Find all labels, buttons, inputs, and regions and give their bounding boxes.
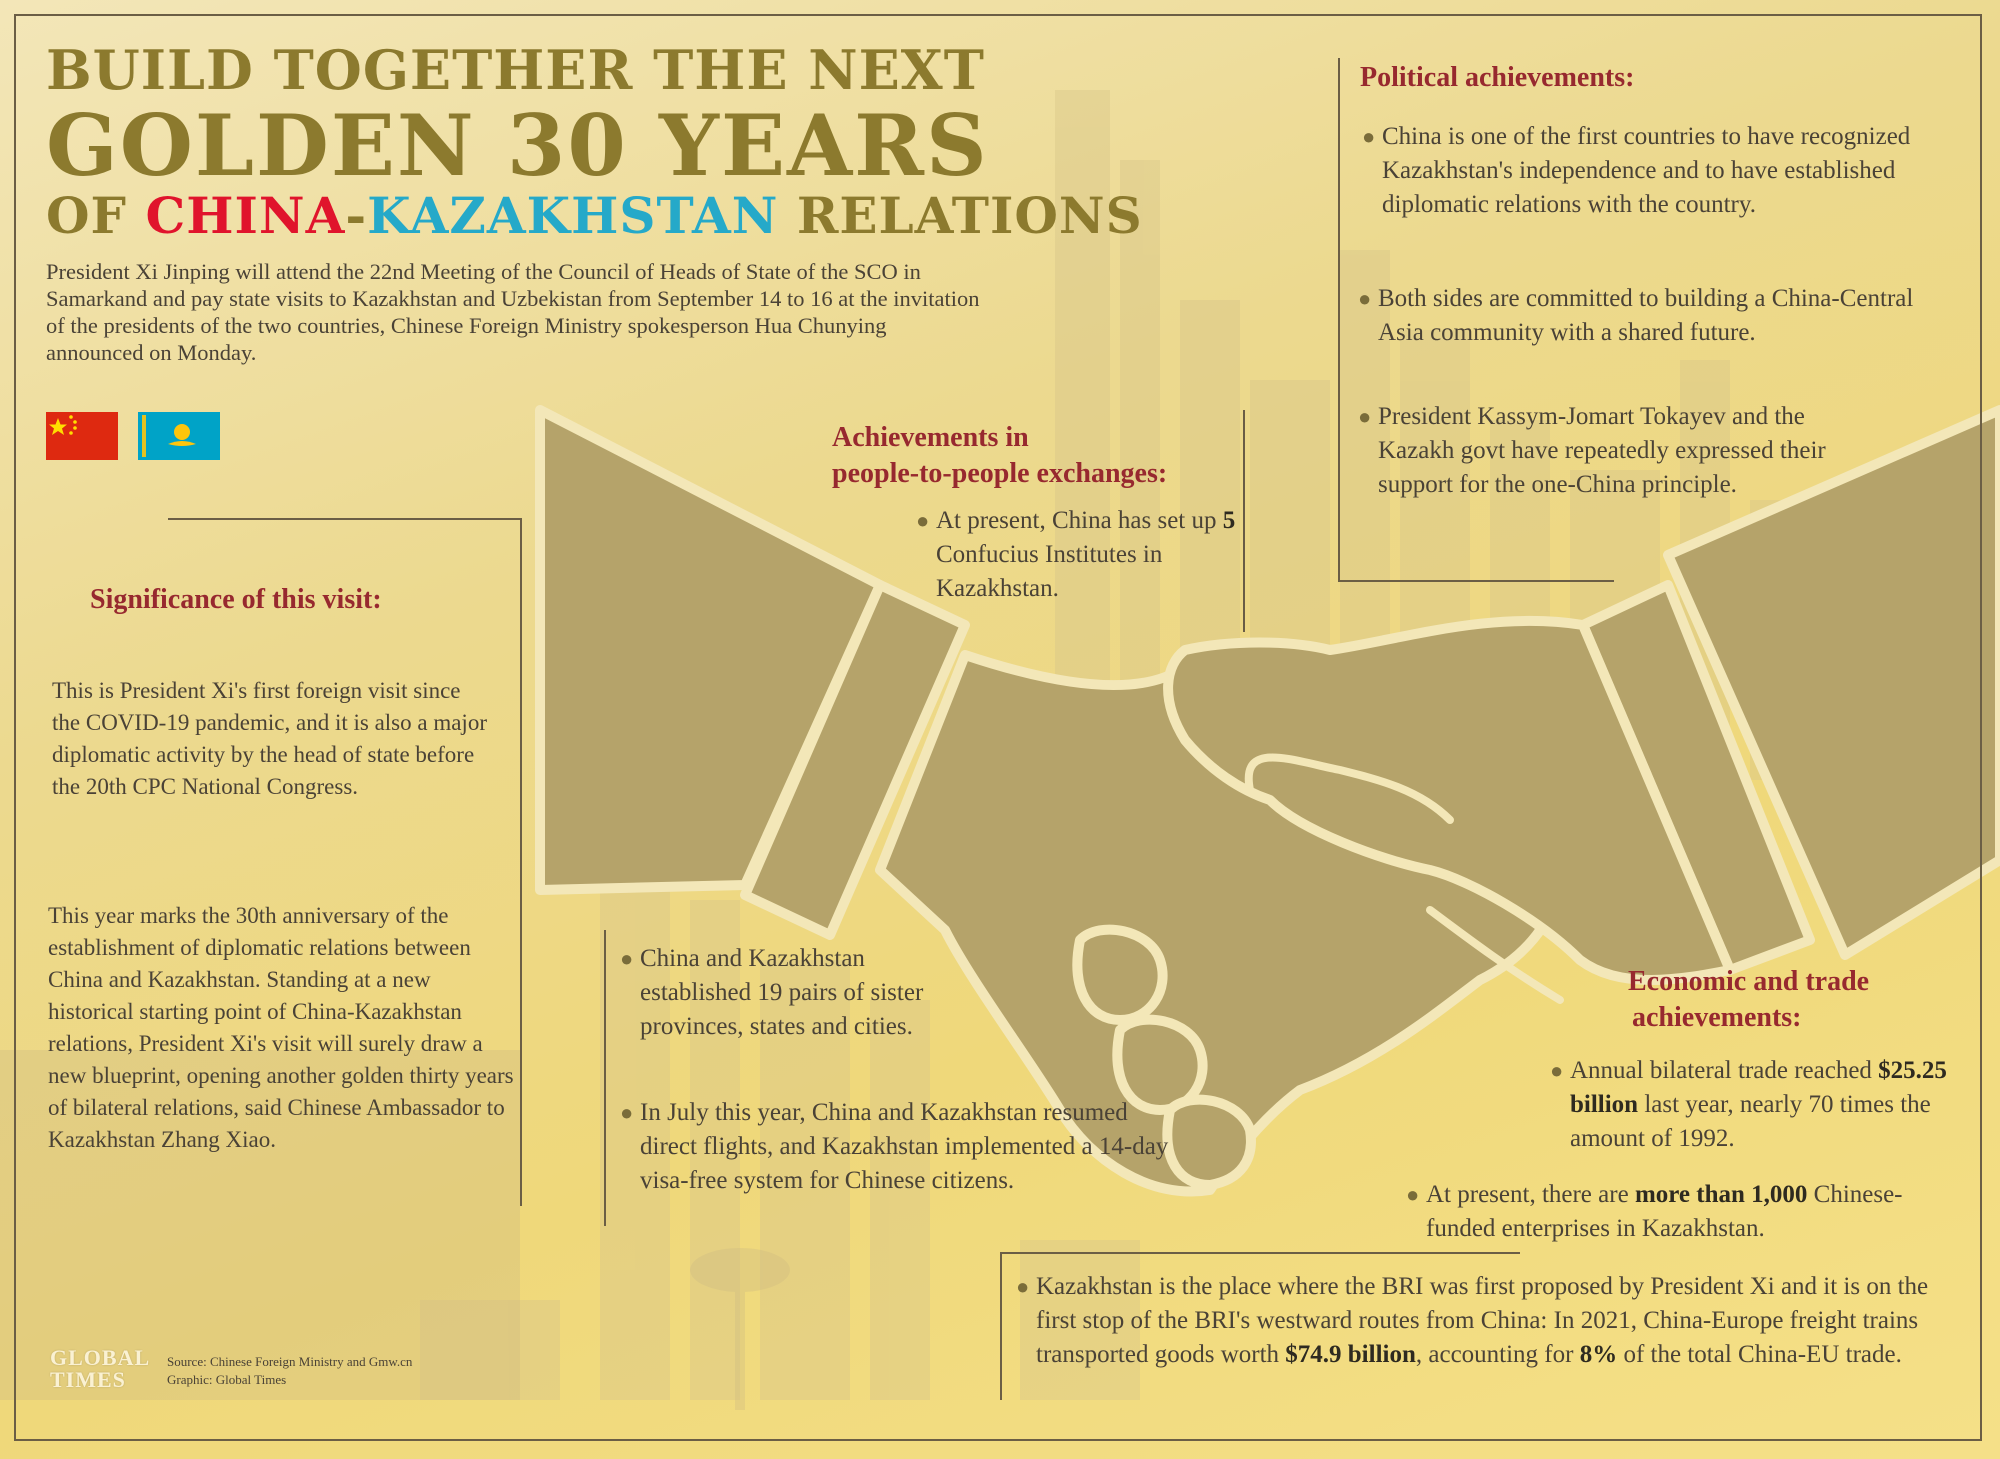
bullet-text: of the total China-EU trade. bbox=[1617, 1341, 1902, 1368]
bullet-text: last year, nearly 70 times the amount of 1992. bbox=[1570, 1091, 1931, 1152]
source-text: Source: Chinese Foreign Ministry and Gmw.cn bbox=[167, 1354, 413, 1369]
global-times-logo bbox=[50, 1347, 150, 1391]
political-title: Political achievements: bbox=[1360, 62, 1635, 93]
list-item bbox=[620, 942, 930, 1044]
economic-title-line-2: achievements: bbox=[1632, 1002, 1802, 1033]
kazakhstan-flag-icon bbox=[138, 412, 220, 460]
economic-title-line-1: Economic and trade bbox=[1628, 966, 1870, 997]
bullet-text: China and Kazakhstan established 19 pairs of sister provinces, states and cities. bbox=[640, 945, 924, 1040]
people-exchange-title-line-1: Achievements in bbox=[832, 422, 1029, 453]
significance-divider-right bbox=[520, 518, 522, 1206]
bullet-text: , accounting for bbox=[1415, 1341, 1580, 1368]
bullet-icon: ● bbox=[916, 508, 930, 533]
title-of: OF bbox=[46, 186, 146, 245]
intro-paragraph: President Xi Jinping will attend the 22nd Meeting of the Council of Heads of State of the SCO in Samarkand and pay state visits to Kazakhstan and Uzbekistan from September 14 to 16 at the invitation of the presidents of the two countries, Chinese Foreign Ministry spokesperson Hua Chunying announced on Monday. bbox=[46, 259, 980, 365]
bullet-highlight: 8% bbox=[1579, 1341, 1618, 1368]
economic-divider-left bbox=[1000, 1252, 1002, 1400]
graphic-credit-text: Graphic: Global Times bbox=[167, 1372, 287, 1387]
bullet-highlight: $74.9 billion bbox=[1285, 1341, 1416, 1368]
logo-line-1: GLOBAL bbox=[50, 1345, 151, 1370]
list-item bbox=[1362, 120, 1942, 222]
list-item bbox=[1406, 1178, 1956, 1246]
title-dash: - bbox=[345, 186, 368, 245]
bullet-text: Kazakhstan is the place where the BRI was first proposed by President Xi and it is on the first stop of the BRI's westward routes from China: In 2021, China-Europe freight trains transported goods worth bbox=[1036, 1273, 1929, 1368]
economic-title bbox=[1628, 964, 1869, 1036]
people-divider bbox=[1243, 410, 1245, 632]
bullet-text: At present, China has set up bbox=[936, 507, 1223, 534]
bullet-text: At present, there are bbox=[1426, 1181, 1635, 1208]
list-item bbox=[916, 504, 1236, 606]
bullet-text: Both sides are committed to building a China-Central Asia community with a shared future. bbox=[1378, 285, 1914, 346]
bullet-icon: ● bbox=[1550, 1058, 1564, 1083]
bullet-icon: ● bbox=[620, 1100, 634, 1125]
list-item bbox=[1550, 1054, 1950, 1156]
people-exchange-title bbox=[832, 420, 1167, 492]
political-divider-bottom bbox=[1338, 580, 1614, 582]
title-kazakhstan: KAZAKHSTAN bbox=[367, 186, 779, 245]
title-line-2: GOLDEN 30 YEARS bbox=[46, 96, 989, 195]
bullet-icon: ● bbox=[1358, 404, 1372, 429]
bullet-text: President Kassym-Jomart Tokayev and the Kazakh govt have repeatedly expressed their support for the one-China principle. bbox=[1378, 403, 1826, 498]
bullet-icon: ● bbox=[1406, 1182, 1420, 1207]
significance-title: Significance of this visit: bbox=[90, 584, 382, 615]
logo-line-2: TIMES bbox=[50, 1367, 126, 1392]
bullet-highlight: $25.25 billion bbox=[1570, 1057, 1947, 1118]
people-exchange-title-line-2: people-to-people exchanges: bbox=[832, 458, 1168, 489]
china-flag-icon bbox=[46, 412, 118, 460]
bullet-highlight: 5 bbox=[1222, 507, 1236, 534]
title-relations: RELATIONS bbox=[778, 186, 1143, 245]
bullet-text: Annual bilateral trade reached bbox=[1570, 1057, 1879, 1084]
bullet-text: Chinese-funded enterprises in Kazakhstan. bbox=[1426, 1181, 1903, 1242]
title-china: CHINA bbox=[145, 186, 346, 245]
significance-paragraph-2: This year marks the 30th anniversary of the establishment of diplomatic relations between China and Kazakhstan. Standing at a new historical starting point of China-Kazakhstan relations, President Xi's visit will surely draw a new blueprint, opening another golden thirty years of bilateral relations, said Chinese Ambassador to Kazakhstan Zhang Xiao. bbox=[48, 903, 514, 1152]
political-divider-left bbox=[1338, 58, 1340, 582]
bullet-icon: ● bbox=[1016, 1274, 1030, 1299]
bullet-icon: ● bbox=[620, 946, 634, 971]
title-line-1: BUILD TOGETHER THE NEXT bbox=[46, 38, 985, 102]
source-credit bbox=[167, 1353, 412, 1389]
significance-paragraph-1: This is President Xi's first foreign visit since the COVID-19 pandemic, and it is also a major diplomatic activity by the head of state before the 20th CPC National Congress. bbox=[52, 678, 487, 799]
list-item bbox=[1016, 1270, 1956, 1372]
list-item bbox=[620, 1096, 1180, 1198]
economic-divider-top bbox=[1000, 1252, 1520, 1254]
bullet-highlight: more than 1,000 bbox=[1634, 1181, 1808, 1208]
bullet-icon: ● bbox=[1358, 286, 1372, 311]
list-item bbox=[1358, 400, 1868, 502]
title-line-3 bbox=[46, 186, 1143, 245]
people-divider-lower bbox=[604, 930, 606, 1226]
bullet-text: China is one of the first countries to have recognized Kazakhstan's independence and to have established diplomatic relations with the country. bbox=[1382, 123, 1911, 218]
list-item bbox=[1358, 282, 1938, 350]
significance-divider-top bbox=[168, 518, 522, 520]
bullet-text: In July this year, China and Kazakhstan resumed direct flights, and Kazakhstan implemented a 14-day visa-free system for Chinese citizens. bbox=[640, 1099, 1169, 1194]
bullet-icon: ● bbox=[1362, 124, 1376, 149]
bullet-text: Confucius Institutes in Kazakhstan. bbox=[936, 541, 1163, 602]
